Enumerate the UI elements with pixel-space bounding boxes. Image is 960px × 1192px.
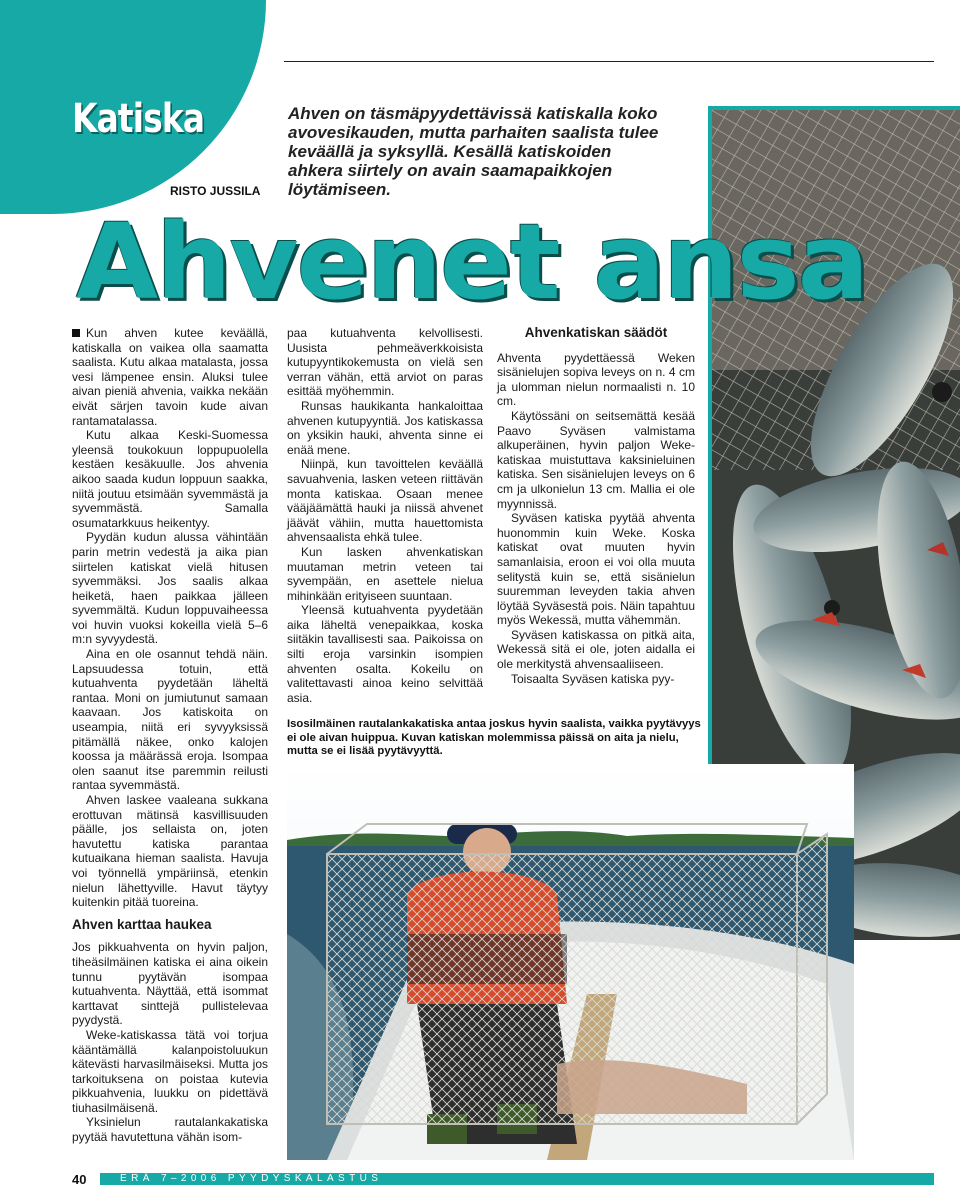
body-column-1 [72, 326, 268, 1145]
paragraph: Syväsen katiska pyytää ahventa huonommin kuin Weke. Koska katiskat ovat muuten hyvin samanlaisia, eroon ei voi olla muuta selitystä kuin se, että sisänielun suuremman leveyden takia ahven löytää Syväsestä pois. Näin tapahtuu myös Wekessä, mutta vähemmän. [497, 511, 695, 628]
paragraph: Käytössäni on seitsemättä kesää Paavo Syväsen valmistama alkuperäinen, hyvin paljon Weke-katiskaa muistuttava kaksinieluinen katiska. Sen sisänielujen leveys on 6 cm ja ulkonielun 13 cm. Mallia ei ole myynnissä. [497, 408, 695, 511]
paragraph: Pyydän kudun alussa vähintään parin metrin vedestä ja aika pian siirtelen katiskat vielä hitusen syvemmäksi. Jos saalis alkaa heiketä, haen paikkaa jälleen syvemmältä. Kudun loppuvaiheessa voi huvin vuoksi kokeilla vielä 5–6 m:n syvyydestä. [72, 530, 268, 647]
paragraph: Runsas haukikanta hankaloittaa ahvenen kutupyyntiä. Jos katiskassa on yksikin hauki, ahventa sinne ei enää mene. [287, 398, 483, 457]
boat-trap-image [287, 764, 854, 1160]
paragraph: Niinpä, kun tavoittelen keväällä savuahvenia, lasken veteen riittävän monta katiskaa. Osaan menee vääjäämättä hauki ja niissä ahvenet jäävät vähiin, mutta hauettomista ahvensaalista ehkä tulee. [287, 457, 483, 545]
sidebar-heading: Ahvenkatiskan säädöt [524, 325, 668, 340]
top-rule [284, 61, 934, 62]
paragraph: Yksinielun rautalankakatiska pyytää havutettuna vähän isom- [72, 1115, 268, 1145]
lede: Ahven on täsmäpyydettävissä katiskalla koko avovesikauden, mutta parhaiten saalista tulee keväällä ja syksyllä. Kesällä katiskoiden ahkera siirtely on avain saamapaikkojen löytämiseen. [288, 104, 659, 199]
headline: Ahvenet ansa [76, 201, 868, 323]
author-byline: RISTO JUSSILA [170, 184, 261, 198]
bullet-square-icon [72, 329, 80, 337]
paragraph: paa kutuahventa kelvollisesti. Uusista pehmeäverkkoisista kutupyyntikokemusta on vielä sen verran vähän, että arviot on paras esittää myöhemmin. [287, 326, 483, 399]
boat-trap-photo [287, 764, 854, 1160]
paragraph: Ahven laskee vaaleana sukkana erottuvan mätinsä kasvillisuuden päälle, jos sellaista on, joten havutettu katiska parantaa kutuaikana hieman saalista. Havuja voi työnnellä ympäriinsä, etenkin nielun lähettyville. Havut täytyy kuitenkin pitää tuoreina. [72, 793, 268, 910]
issue-label: ERÄ 7–2006 PYYDYSKALASTUS [120, 1173, 383, 1184]
photo-caption: Isosilmäinen rautalankakatiska antaa joskus hyvin saalista, vaikka pyytävyys ei ole aivan huippua. Kuvan katiskan molemmissa päissä on aita ja nielu, mutta se ei lisää pyytävyyttä. [287, 718, 701, 757]
page-number: 40 [72, 1172, 87, 1187]
paragraph: Syväsen katiskassa on pitkä aita, Wekessä sitä ei ole, joten aidalla ei ole merkitystä ahvensaaliiseen. [497, 627, 695, 672]
paragraph: Ahventa pyydettäessä Weken sisänielujen sopiva leveys on n. 4 cm ja ulomman nielun normaalisti n. 10 cm. [497, 350, 695, 409]
paragraph: Toisaalta Syväsen katiska pyy- [511, 671, 675, 686]
section-label: Katiska [72, 96, 205, 142]
paragraph: Kun lasken ahvenkatiskan muutaman metrin veteen tai syvempään, en asettele nielua mihinkään erityiseen suuntaan. [287, 544, 483, 603]
sidebar-column [497, 326, 695, 686]
paragraph: Yleensä kutuahventa pyydetään aika läheltä venepaikkaa, koska siitäkin tavallisesti saa. Paikoissa on silti eroja varsinkin isompien ahventen osalta. Kokeilu on valitettavasti ainoa keino selvittää asia. [287, 603, 483, 705]
paragraph: Weke-katiskassa tätä voi torjua kääntämällä kalanpoistoluukun kätevästi harvasilmäiseksi. Mutta jos tarkoituksena on poistaa kutevia pikkuahvenia, luukku on pidettävä tiuhasilmäisenä. [72, 1027, 268, 1115]
body-column-2 [287, 326, 483, 705]
paragraph: Kun ahven kutee keväällä, katiskalla on vaikea olla saamatta saalista. Kutu alkaa matalasta, jossa vesi lämpenee ensin. Aluksi tulee aivan pieniä ahvenia, vaikka nekään eivät särjen tavoin kude aivan rantamatalassa. [72, 326, 268, 428]
paragraph: Jos pikkuahventa on hyvin paljon, tiheäsilmäinen katiska ei aina oikein tunnu pyytävän isompaa kutuahventa. Näyttää, että isommat karttavat sinttejä pullistelevaa pyydystä. [72, 940, 268, 1028]
subheading: Ahven karttaa haukea [72, 916, 212, 932]
paragraph: Aina en ole osannut tehdä näin. Lapsuudessa totuin, että kutuahventa pyydetään läheltä rantaa. Moni on jumiutunut samaan kaavaan. Jos katiskoita on useampia, niitä eri syvyyksissä pitämällä näkee, onko kalojen koossa ja määrässä eroja. Isompaa olen saanut itse paremmin reilusti rantaa syvemmästä. [72, 647, 268, 793]
paragraph: Kutu alkaa Keski-Suomessa yleensä toukokuun loppupuolella kestäen kesäkuulle. Jos ahvenia aikoo saada kudun loppuun saakka, niitä joutuu etsimään syvemmästä ja syvemmästä. Samalla osumatarkkuus heikentyy. [72, 428, 268, 530]
